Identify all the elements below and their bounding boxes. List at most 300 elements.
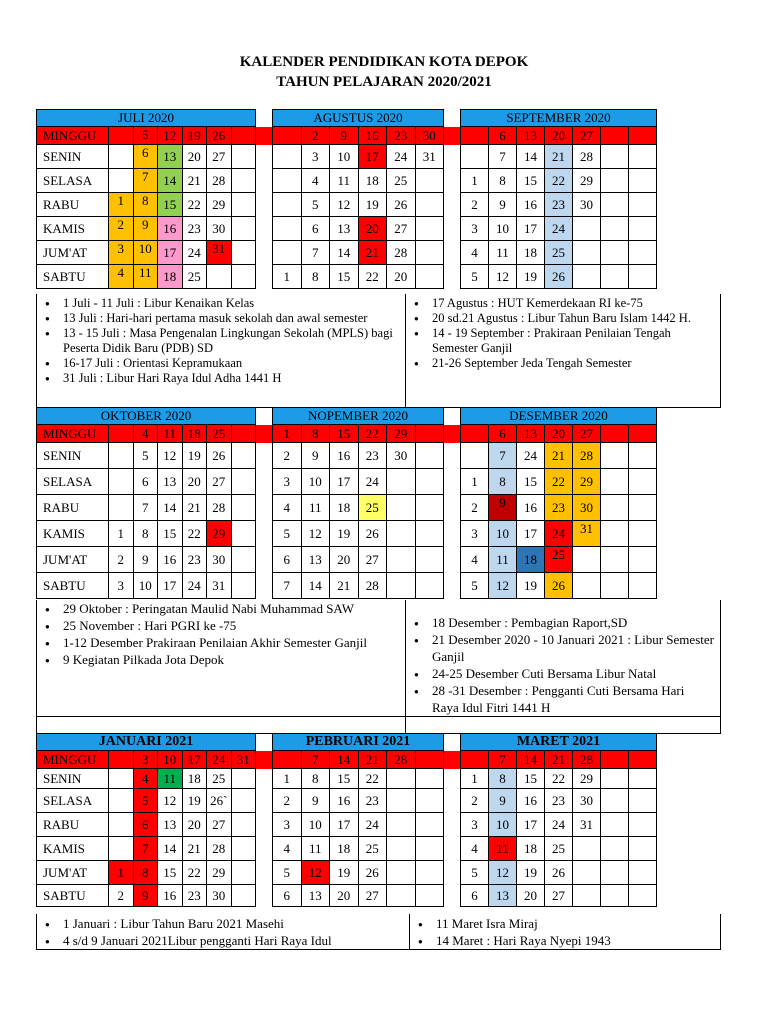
- date-cell: [601, 573, 629, 599]
- date-cell: 16: [158, 217, 183, 241]
- date-cell: 21: [330, 573, 359, 599]
- date-cell: [629, 861, 657, 885]
- sunday-date-cell: [273, 751, 302, 769]
- note-item: ● 24-25 Desember Cuti Bersama Libur Natal: [432, 665, 714, 682]
- date-cell: 10: [489, 217, 517, 241]
- sunday-date-cell: 14: [517, 751, 545, 769]
- date-cell: 24: [545, 217, 573, 241]
- date-cell: 24: [358, 469, 387, 495]
- sunday-date-cell: 27: [573, 127, 601, 145]
- date-cell: 3: [109, 573, 134, 599]
- date-cell: 10: [301, 469, 330, 495]
- sunday-date-cell: 4: [133, 425, 158, 443]
- column-separator: [444, 469, 461, 495]
- sunday-date-cell: 2: [301, 127, 330, 145]
- sunday-date-cell: 7: [489, 751, 517, 769]
- day-label: JUM'AT: [37, 547, 109, 573]
- note-item: ● 21 Desember 2020 - 10 Januari 2021 : Libur Semester Ganjil: [432, 631, 714, 665]
- date-cell: 9: [301, 443, 330, 469]
- date-cell: 27: [545, 885, 573, 907]
- date-cell: 31: [207, 573, 232, 599]
- column-separator: [444, 425, 461, 443]
- date-cell: 2: [109, 885, 134, 907]
- sunday-date-cell: 23: [387, 127, 416, 145]
- sunday-date-cell: 8: [301, 425, 330, 443]
- date-cell: 5: [133, 789, 158, 813]
- column-separator: [444, 241, 461, 265]
- day-row: [37, 573, 657, 599]
- date-cell: 31: [415, 145, 444, 169]
- date-cell: [415, 169, 444, 193]
- date-cell: [231, 265, 256, 289]
- date-cell: [629, 813, 657, 837]
- sunday-date-cell: [629, 425, 657, 443]
- date-cell: 16: [158, 547, 183, 573]
- date-cell: 4: [461, 837, 489, 861]
- day-label: SELASA: [37, 469, 109, 495]
- date-cell: 28: [207, 169, 232, 193]
- date-cell: [629, 469, 657, 495]
- date-cell: [601, 521, 629, 547]
- date-cell: [601, 241, 629, 265]
- date-cell: [387, 861, 416, 885]
- date-cell: [231, 443, 256, 469]
- column-separator: [256, 145, 273, 169]
- date-cell: [415, 789, 444, 813]
- date-cell: 27: [358, 885, 387, 907]
- column-separator: [256, 408, 273, 425]
- date-cell: 26: [358, 861, 387, 885]
- date-cell: 17: [517, 217, 545, 241]
- date-cell: 11: [330, 169, 359, 193]
- sunday-date-cell: 18: [182, 425, 207, 443]
- date-cell: 5: [461, 861, 489, 885]
- day-label: JUM'AT: [37, 861, 109, 885]
- sunday-date-cell: [231, 127, 256, 145]
- date-cell: 3: [301, 145, 330, 169]
- calendar-block-jan-mar-2021: [36, 733, 657, 907]
- month-title: MARET 2021: [461, 734, 657, 751]
- date-cell: 21: [545, 145, 573, 169]
- month-title: JULI 2020: [37, 110, 256, 127]
- page-header: [0, 52, 768, 92]
- sunday-date-cell: 24: [207, 751, 232, 769]
- date-cell: 12: [301, 861, 330, 885]
- date-cell: [109, 169, 134, 193]
- day-label: SENIN: [37, 145, 109, 169]
- column-separator: [256, 443, 273, 469]
- date-cell: 20: [182, 813, 207, 837]
- date-cell: [601, 217, 629, 241]
- date-cell: 7: [301, 241, 330, 265]
- date-cell: 4: [109, 265, 134, 289]
- date-cell: 29: [207, 193, 232, 217]
- column-separator: [256, 734, 273, 751]
- sunday-date-cell: 30: [415, 127, 444, 145]
- date-cell: [601, 495, 629, 521]
- date-cell: 18: [517, 547, 545, 573]
- column-separator: [256, 861, 273, 885]
- column-separator: [256, 169, 273, 193]
- date-cell: 13: [330, 217, 359, 241]
- date-cell: [601, 265, 629, 289]
- date-cell: 23: [182, 217, 207, 241]
- date-cell: 22: [182, 193, 207, 217]
- date-cell: [461, 443, 489, 469]
- date-cell: 18: [330, 495, 359, 521]
- date-cell: [601, 813, 629, 837]
- date-cell: 25: [358, 495, 387, 521]
- column-separator: [444, 408, 461, 425]
- date-cell: 17: [158, 573, 183, 599]
- date-cell: [415, 837, 444, 861]
- sunday-date-cell: 22: [358, 425, 387, 443]
- date-cell: 20: [182, 145, 207, 169]
- date-cell: 9: [133, 217, 158, 241]
- date-cell: 25: [545, 547, 573, 573]
- date-cell: 10: [330, 145, 359, 169]
- sunday-date-cell: 21: [545, 751, 573, 769]
- date-cell: 14: [301, 573, 330, 599]
- date-cell: 1: [273, 769, 302, 789]
- date-cell: [629, 265, 657, 289]
- date-cell: 16: [517, 789, 545, 813]
- note-item: ● 31 Juli : Libur Hari Raya Idul Adha 1441 H: [63, 371, 399, 386]
- column-separator: [256, 110, 273, 127]
- date-cell: 29: [207, 521, 232, 547]
- date-cell: 17: [517, 813, 545, 837]
- day-row: [37, 265, 657, 289]
- date-cell: [601, 837, 629, 861]
- date-cell: 22: [545, 769, 573, 789]
- date-cell: 22: [182, 861, 207, 885]
- date-cell: 14: [158, 837, 183, 861]
- date-cell: 24: [387, 145, 416, 169]
- day-label: SABTU: [37, 573, 109, 599]
- date-cell: 27: [207, 469, 232, 495]
- day-row: [37, 789, 657, 813]
- column-separator: [256, 885, 273, 907]
- date-cell: 25: [182, 265, 207, 289]
- column-separator: [256, 265, 273, 289]
- date-cell: [273, 145, 302, 169]
- date-cell: 25: [545, 837, 573, 861]
- date-cell: 8: [301, 265, 330, 289]
- date-cell: [415, 495, 444, 521]
- date-cell: [601, 789, 629, 813]
- column-separator: [444, 769, 461, 789]
- sunday-date-cell: 13: [517, 425, 545, 443]
- date-cell: [231, 521, 256, 547]
- date-cell: 27: [387, 217, 416, 241]
- day-label: KAMIS: [37, 837, 109, 861]
- date-cell: 25: [545, 241, 573, 265]
- date-cell: 28: [573, 145, 601, 169]
- note-item: ● 28 -31 Desember : Pengganti Cuti Bersama Hari Raya Idul Fitri 1441 H: [432, 682, 714, 716]
- date-cell: 17: [517, 521, 545, 547]
- date-cell: 5: [461, 573, 489, 599]
- date-cell: 16: [517, 193, 545, 217]
- month-title: AGUSTUS 2020: [273, 110, 444, 127]
- date-cell: [231, 241, 256, 265]
- date-cell: 26: [207, 443, 232, 469]
- date-cell: 2: [461, 193, 489, 217]
- date-cell: 3: [273, 813, 302, 837]
- date-cell: 13: [489, 885, 517, 907]
- date-cell: 20: [330, 547, 359, 573]
- date-cell: 20: [387, 265, 416, 289]
- date-cell: 23: [182, 547, 207, 573]
- sunday-date-cell: 14: [330, 751, 359, 769]
- date-cell: 26: [545, 573, 573, 599]
- date-cell: [573, 217, 601, 241]
- date-cell: 15: [330, 769, 359, 789]
- date-cell: [629, 495, 657, 521]
- date-cell: [629, 443, 657, 469]
- column-separator: [444, 217, 461, 241]
- sunday-date-cell: 20: [545, 425, 573, 443]
- date-cell: 24: [517, 443, 545, 469]
- date-cell: [387, 769, 416, 789]
- note-item: ● 1-12 Desember Prakiraan Penilaian Akhir Semester Ganjil: [63, 634, 399, 651]
- date-cell: 15: [517, 469, 545, 495]
- date-cell: 31: [573, 813, 601, 837]
- date-cell: 18: [358, 169, 387, 193]
- date-cell: 8: [133, 521, 158, 547]
- date-cell: 1: [461, 769, 489, 789]
- column-separator: [444, 110, 461, 127]
- date-cell: 22: [545, 469, 573, 495]
- date-cell: 21: [545, 443, 573, 469]
- date-cell: [629, 837, 657, 861]
- date-cell: 19: [517, 573, 545, 599]
- date-cell: 29: [207, 861, 232, 885]
- sunday-date-cell: 19: [182, 127, 207, 145]
- column-separator: [444, 145, 461, 169]
- date-cell: 3: [109, 241, 134, 265]
- date-cell: 12: [489, 265, 517, 289]
- date-cell: 19: [358, 193, 387, 217]
- date-cell: 5: [273, 861, 302, 885]
- date-cell: 30: [573, 495, 601, 521]
- sunday-date-cell: 5: [133, 127, 158, 145]
- day-label: MINGGU: [37, 127, 109, 145]
- sunday-date-cell: [109, 751, 134, 769]
- note-item: ● 16-17 Juli : Orientasi Kepramukaan: [63, 356, 399, 371]
- day-label: KAMIS: [37, 217, 109, 241]
- date-cell: [629, 217, 657, 241]
- page-subtitle: TAHUN PELAJARAN 2020/2021: [276, 74, 492, 90]
- date-cell: 21: [182, 495, 207, 521]
- date-cell: 24: [182, 241, 207, 265]
- date-cell: [601, 547, 629, 573]
- date-cell: 1: [109, 193, 134, 217]
- date-cell: 7: [489, 443, 517, 469]
- date-cell: 28: [207, 837, 232, 861]
- date-cell: 13: [158, 145, 183, 169]
- date-cell: 30: [207, 217, 232, 241]
- date-cell: 15: [158, 193, 183, 217]
- date-cell: [273, 169, 302, 193]
- date-cell: 5: [273, 521, 302, 547]
- column-separator: [256, 193, 273, 217]
- date-cell: [231, 469, 256, 495]
- date-cell: 21: [182, 837, 207, 861]
- date-cell: [629, 769, 657, 789]
- day-row: [37, 769, 657, 789]
- date-cell: 13: [158, 469, 183, 495]
- date-cell: [231, 217, 256, 241]
- column-separator: [444, 813, 461, 837]
- date-cell: 28: [207, 495, 232, 521]
- date-cell: 14: [158, 495, 183, 521]
- date-cell: 24: [545, 813, 573, 837]
- date-cell: 9: [133, 885, 158, 907]
- date-cell: [415, 547, 444, 573]
- sunday-date-cell: 31: [231, 751, 256, 769]
- note-item: ● 1 Juli - 11 Juli : Libur Kenaikan Kelas: [63, 296, 399, 311]
- date-cell: 20: [517, 885, 545, 907]
- sunday-date-cell: [461, 425, 489, 443]
- month-title: OKTOBER 2020: [37, 408, 256, 425]
- date-cell: 6: [133, 469, 158, 495]
- column-separator: [256, 573, 273, 599]
- date-cell: 7: [133, 837, 158, 861]
- date-cell: 31: [573, 521, 601, 547]
- column-separator: [256, 241, 273, 265]
- note-item: ● 13 - 15 Juli : Masa Pengenalan Lingkungan Sekolah (MPLS) bagi Peserta Didik Baru (PDB) SD: [63, 326, 399, 356]
- notes-list-right: [406, 294, 720, 371]
- column-separator: [256, 837, 273, 861]
- date-cell: 25: [387, 169, 416, 193]
- date-cell: [387, 573, 416, 599]
- sunday-date-cell: 27: [573, 425, 601, 443]
- note-item: ● 14 Maret : Hari Raya Nyepi 1943: [436, 932, 714, 949]
- day-label: SABTU: [37, 265, 109, 289]
- sunday-date-cell: 9: [330, 127, 359, 145]
- date-cell: 2: [109, 217, 134, 241]
- date-cell: 1: [461, 469, 489, 495]
- date-cell: [601, 469, 629, 495]
- date-cell: 12: [158, 789, 183, 813]
- date-cell: 2: [273, 789, 302, 813]
- date-cell: 6: [133, 145, 158, 169]
- day-label: SENIN: [37, 443, 109, 469]
- date-cell: 22: [358, 769, 387, 789]
- date-cell: 29: [573, 169, 601, 193]
- date-cell: 1: [109, 861, 134, 885]
- date-cell: [387, 789, 416, 813]
- note-item: ● 21-26 September Jeda Tengah Semester: [432, 356, 714, 371]
- date-cell: 2: [461, 495, 489, 521]
- date-cell: 4: [133, 769, 158, 789]
- date-cell: [573, 885, 601, 907]
- date-cell: [231, 837, 256, 861]
- date-cell: 8: [133, 861, 158, 885]
- day-row: [37, 145, 657, 169]
- date-cell: [629, 145, 657, 169]
- date-cell: 9: [489, 193, 517, 217]
- date-cell: 10: [489, 521, 517, 547]
- date-cell: [415, 861, 444, 885]
- date-cell: 23: [545, 193, 573, 217]
- column-separator: [444, 885, 461, 907]
- calendar-block-oct-dec-2020: [36, 407, 657, 599]
- date-cell: 23: [545, 789, 573, 813]
- column-separator: [256, 789, 273, 813]
- date-cell: [231, 495, 256, 521]
- date-cell: 9: [133, 547, 158, 573]
- date-cell: 1: [461, 169, 489, 193]
- date-cell: 23: [182, 885, 207, 907]
- date-cell: 2: [461, 789, 489, 813]
- date-cell: 22: [358, 265, 387, 289]
- sunday-date-cell: 15: [330, 425, 359, 443]
- date-cell: 16: [158, 885, 183, 907]
- date-cell: 23: [358, 443, 387, 469]
- date-cell: 8: [489, 169, 517, 193]
- date-cell: 26`: [207, 789, 232, 813]
- date-cell: [231, 885, 256, 907]
- sunday-date-cell: [601, 425, 629, 443]
- sunday-date-cell: [109, 425, 134, 443]
- week-header-row: [37, 751, 657, 769]
- date-cell: 6: [301, 217, 330, 241]
- date-cell: 4: [461, 547, 489, 573]
- column-separator: [444, 495, 461, 521]
- date-cell: 7: [133, 495, 158, 521]
- sunday-date-cell: 13: [517, 127, 545, 145]
- date-cell: 27: [207, 145, 232, 169]
- date-cell: 30: [387, 443, 416, 469]
- date-cell: 8: [489, 469, 517, 495]
- date-cell: [415, 217, 444, 241]
- sunday-date-cell: [601, 751, 629, 769]
- note-item: ● 1 Januari : Libur Tahun Baru 2021 Masehi: [63, 915, 403, 932]
- date-cell: [231, 789, 256, 813]
- date-cell: 6: [273, 547, 302, 573]
- date-cell: [273, 193, 302, 217]
- day-row: [37, 813, 657, 837]
- note-item: ● 13 Juli : Hari-hari pertama masuk sekolah dan awal semester: [63, 311, 399, 326]
- date-cell: [415, 469, 444, 495]
- date-cell: [109, 145, 134, 169]
- month-title: DESEMBER 2020: [461, 408, 657, 425]
- column-separator: [256, 127, 273, 145]
- column-separator: [256, 813, 273, 837]
- date-cell: [231, 145, 256, 169]
- date-cell: [415, 573, 444, 599]
- day-label: JUM'AT: [37, 241, 109, 265]
- sunday-date-cell: [629, 127, 657, 145]
- date-cell: [629, 169, 657, 193]
- date-cell: [231, 193, 256, 217]
- date-cell: 28: [573, 443, 601, 469]
- date-cell: 8: [133, 193, 158, 217]
- date-cell: 24: [358, 813, 387, 837]
- date-cell: 2: [273, 443, 302, 469]
- date-cell: 21: [358, 241, 387, 265]
- notes-block-oct-dec-2020: [36, 600, 721, 734]
- column-separator: [256, 469, 273, 495]
- sunday-date-cell: 3: [133, 751, 158, 769]
- date-cell: [573, 547, 601, 573]
- date-cell: 25: [207, 769, 232, 789]
- date-cell: 20: [330, 885, 359, 907]
- date-cell: [109, 813, 134, 837]
- date-cell: 11: [489, 241, 517, 265]
- column-separator: [444, 443, 461, 469]
